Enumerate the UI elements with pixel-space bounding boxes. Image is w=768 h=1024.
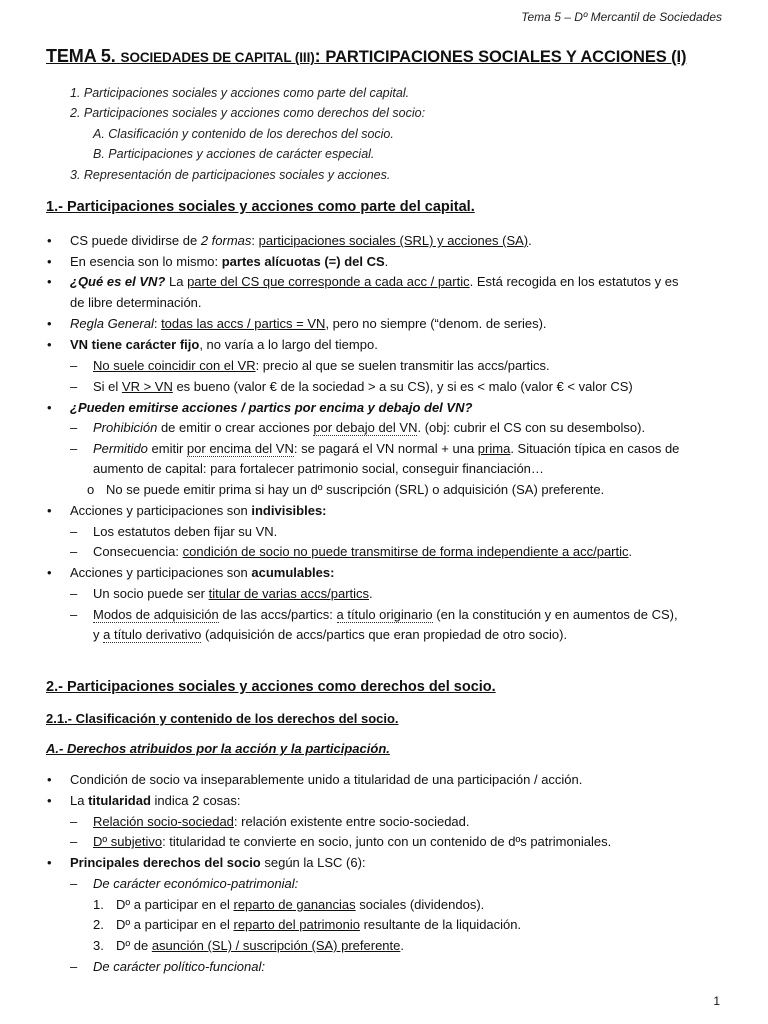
dash-icon: –	[70, 441, 78, 456]
sub-list-item: Prohibición de emitir o crear acciones por debajo del VN. (obj: cubrir el CS con su desembolso).	[93, 420, 646, 435]
bullet-icon: •	[47, 316, 52, 331]
list-item: Principales derechos del socio según la LSC (6):	[70, 855, 366, 870]
numbered-item: Dº de asunción (SL) / suscripción (SA) preferente.	[116, 938, 405, 953]
dash-icon: –	[70, 814, 78, 829]
section-1-heading: 1.- Participaciones sociales y acciones como parte del capital.	[46, 199, 475, 215]
numbered-item: Dº a participar en el reparto de ganancias sociales (dividendos).	[116, 897, 485, 912]
list-item: Regla General: todas las accs / partics = VN, pero no siempre (“denom. de series).	[70, 316, 547, 331]
list-item: Acciones y participaciones son acumulables:	[70, 565, 335, 580]
bullet-icon: •	[47, 254, 52, 269]
sub-list-item: De carácter político-funcional:	[93, 959, 265, 974]
list-item: La titularidad indica 2 cosas:	[70, 793, 241, 808]
dash-icon: –	[70, 959, 78, 974]
dash-icon: –	[70, 607, 78, 622]
numbered-item: Dº a participar en el reparto del patrimonio resultante de la liquidación.	[116, 917, 522, 932]
dash-icon: –	[70, 358, 78, 373]
toc-item-2b: B. Participaciones y acciones de carácter especial.	[93, 147, 375, 161]
bullet-icon: •	[47, 274, 52, 289]
list-item-continuation: de libre determinación.	[70, 295, 202, 310]
list-item: ¿Pueden emitirse acciones / partics por encima y debajo del VN?	[70, 400, 473, 415]
sub-list-item-continuation: y a título derivativo (adquisición de accs/partics que eran propiedad de otro socio).	[93, 627, 568, 642]
sub-list-item: No suele coincidir con el VR: precio al que se suelen transmitir las accs/partics.	[93, 358, 550, 373]
sub-list-item: Modos de adquisición de las accs/partics: a título originario (en la constitución y en aumentos de CS),	[93, 607, 678, 622]
bullet-icon: •	[47, 400, 52, 415]
page-title: TEMA 5. SOCIEDADES DE CAPITAL (III): PARTICIPACIONES SOCIALES Y ACCIONES (I)	[46, 46, 687, 66]
numbered-item-number: 2.	[93, 917, 104, 932]
subsubsection-heading: A.- Derechos atribuidos por la acción y la participación.	[46, 741, 390, 756]
dash-icon: –	[70, 544, 78, 559]
list-item: En esencia son lo mismo: partes alícuotas (=) del CS.	[70, 254, 389, 269]
toc-item-1: 1. Participaciones sociales y acciones como parte del capital.	[70, 86, 410, 100]
dash-icon: –	[70, 834, 78, 849]
sub-list-item: Un socio puede ser titular de varias accs/partics.	[93, 586, 373, 601]
list-item: VN tiene carácter fijo, no varía a lo largo del tiempo.	[70, 337, 378, 352]
sub-list-item: Consecuencia: condición de socio no puede transmitirse de forma independiente a acc/partic.	[93, 544, 633, 559]
toc-item-2a: A. Clasificación y contenido de los derechos del socio.	[93, 127, 394, 141]
numbered-item-number: 1.	[93, 897, 104, 912]
sub-list-item: Si el VR > VN es bueno (valor € de la sociedad > a su CS), y si es < malo (valor € < valor CS)	[93, 379, 633, 394]
list-item: Condición de socio va inseparablemente unido a titularidad de una participación / acción.	[70, 772, 583, 787]
toc-item-3: 3. Representación de participaciones sociales y acciones.	[70, 168, 391, 182]
dash-icon: –	[70, 876, 78, 891]
circle-bullet-icon: o	[87, 482, 95, 497]
dash-icon: –	[70, 379, 78, 394]
dash-icon: –	[70, 420, 78, 435]
sub-list-item: De carácter económico-patrimonial:	[93, 876, 299, 891]
section-2-heading: 2.- Participaciones sociales y acciones como derechos del socio.	[46, 679, 496, 695]
running-header: Tema 5 – Dº Mercantil de Sociedades	[521, 10, 722, 24]
list-item: CS puede dividirse de 2 formas: participaciones sociales (SRL) y acciones (SA).	[70, 233, 532, 248]
dash-icon: –	[70, 586, 78, 601]
numbered-item-number: 3.	[93, 938, 104, 953]
subsection-heading: 2.1.- Clasificación y contenido de los derechos del socio.	[46, 711, 399, 726]
dash-icon: –	[70, 524, 78, 539]
sub-list-item: Relación socio-sociedad: relación existente entre socio-sociedad.	[93, 814, 470, 829]
bullet-icon: •	[47, 337, 52, 352]
toc-item-2: 2. Participaciones sociales y acciones como derechos del socio:	[70, 106, 426, 120]
sub-list-item: Los estatutos deben fijar su VN.	[93, 524, 278, 539]
page-number: 1	[713, 994, 720, 1008]
sub-sub-list-item: No se puede emitir prima si hay un dº suscripción (SRL) o adquisición (SA) preferente.	[106, 482, 605, 497]
bullet-icon: •	[47, 233, 52, 248]
bullet-icon: •	[47, 503, 52, 518]
bullet-icon: •	[47, 565, 52, 580]
list-item: Acciones y participaciones son indivisibles:	[70, 503, 327, 518]
bullet-icon: •	[47, 855, 52, 870]
bullet-icon: •	[47, 793, 52, 808]
sub-list-item-continuation: aumento de capital: para fortalecer patrimonio social, conseguir financiación…	[93, 461, 544, 476]
bullet-icon: •	[47, 772, 52, 787]
sub-list-item: Dº subjetivo: titularidad te convierte en socio, junto con un contenido de dºs patrimoniales.	[93, 834, 612, 849]
list-item: ¿Qué es el VN? La parte del CS que corresponde a cada acc / partic. Está recogida en los estatutos y es	[70, 274, 679, 289]
sub-list-item: Permitido emitir por encima del VN: se pagará el VN normal + una prima. Situación típica en casos de	[93, 441, 680, 456]
